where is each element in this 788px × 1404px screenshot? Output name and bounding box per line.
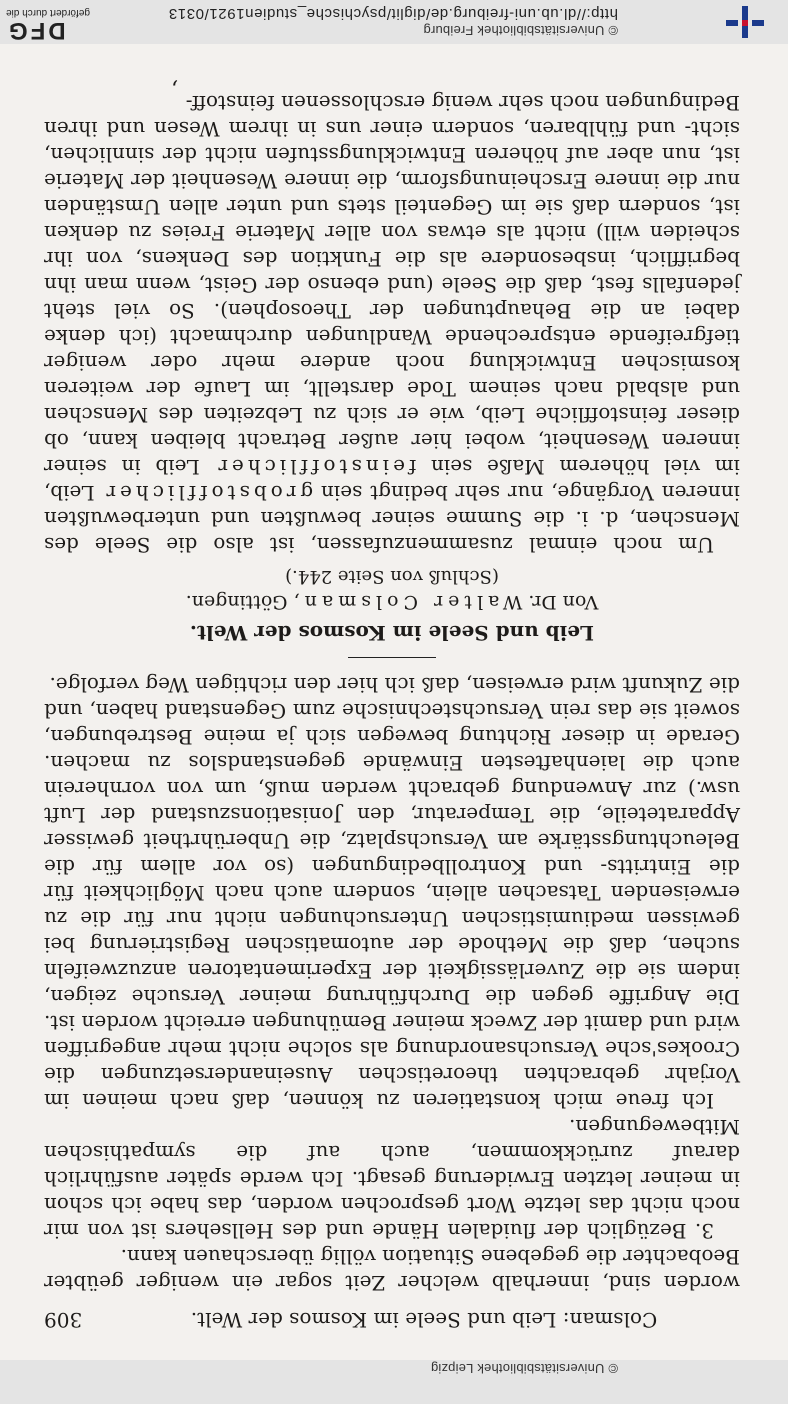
paragraph-1: worden sind, innerhalb welcher Zeit sogar ein weniger geübter Beobachter die gegebene Situation völlig überschauen kann.	[44, 1245, 740, 1295]
dfg-mark: DFG	[6, 17, 66, 44]
author-place: , Göttingen.	[185, 591, 300, 613]
paragraph-4-part-a: Um noch einmal zusammenzufassen, ist also die Seele des Menschen, d. i. die Summe seiner bewußten und unterbewußten inneren Vorgänge, nur sehr bedingt sein	[44, 481, 740, 557]
dfg-logo	[6, 2, 96, 42]
copyright-notice-top: © Universitätsbibliothek Leipzig	[430, 1361, 618, 1376]
paragraph-2: 3. Bezüglich der fluidalen Hände und des Hellsehers ist von mir noch nicht das letzte Wort gesprochen worden, das habe ich schon in meiner letzten Erwiderung gesagt. Ich werde später ausführlich darauf zurückkommen, auch auf die sympathischen Mitbewegungen.	[44, 1115, 740, 1243]
author-prefix: Von Dr.	[528, 591, 599, 613]
dfg-caption: gefördert durch die	[6, 7, 90, 18]
section-divider	[348, 657, 436, 658]
paragraph-4-part-b: Leib, im viel höherem Maße sein	[43, 455, 740, 505]
document-url-link[interactable]: http://dl.ub.uni-freiburg.de/diglit/psychische_studien1921/0313	[168, 5, 618, 22]
article-title: Leib und Seele im Kosmos der Welt.	[189, 621, 595, 645]
paragraph-3: Ich freue mich konstatieren zu können, daß nach meinen im Vorjahr gebrachten theoretischen Auseinandersetzungen die Crookes'sche Versuchsanordnung als solche nicht mehr angegriffen wird und damit der Zweck meiner Bemühungen erreicht worden ist. Die Angriffe gegen die Durchführung meiner Versuche zeigen, indem sie die Zuverlässigkeit der Experimentatoren anzuzweifeln suchen, daß die Methode der automatischen Registrierung bei gewissen mediumistischen Untersuchungen nicht nur für die zu erweisenden Tatsachen allein, sondern auch nach Möglichkeit für die Eintritts- und Kontrollbedingungen (so vor allem für die Beleuchtungsstärke am Versuchsplatz, die Unberührtheit gewisser Apparateteile, die Temperatur, den Jonisationszustand der Luft usw.) zur Anwendung gebracht werden muß, um von vornherein auch die laienhaftesten Einwände gegenstandslos zu machen. Gerade in dieser Richtung bewegen sich ja meine Bestrebungen, soweit sie das rein Versuchstechnische zum Gegenstand haben, und die Zukunft wird erweisen, daß ich hier den richtigen Weg verfolge.	[44, 673, 740, 1113]
running-head-title: Colsman: Leib und Seele im Kosmos der Welt.	[190, 1308, 658, 1332]
bottom-viewer-bar	[0, 0, 788, 44]
running-header	[44, 1296, 740, 1332]
top-notice-bar	[0, 1360, 788, 1404]
emphasis-grobstofflicher: grobstofflicher	[102, 481, 314, 505]
paragraph-4-part-c: Leib in seiner inneren Wesenheit, wobei hier außer Betracht bleiben kann, ob dieser feinstoffliche Leib, wie er sich zu Lebzeiten des Menschen und alsbald nach seinem Tode darstellt, im Laufe der weiteren kosmischen Entwicklung noch andere mehr oder weniger tiefgreifende entsprechende Wandlungen durchmacht (ich denke dabei an die Behauptungen der Theosophen). So viel steht jedenfalls fest, daß die Seele (und ebenso der Geist, wenn man ihn begrifflich, insbesondere als die Funktion des Denkens, von ihr scheiden will) nicht als etwas von aller Materie Freies zu denken ist, sondern daß sie im Gegenteil stets und unter allen Umständen nur die innere Erscheinungsform, die innere Wesenheit der Materie ist, nun aber auf höheren Entwicklungsstufen nicht der sinnlichen, sicht- und fühlbaren, sondern einer uns in ihrem Wesen und ihren Bedingungen noch sehr wenig erschlossenen feinstoff-	[44, 91, 740, 479]
library-logo-icon	[714, 4, 774, 40]
page-number: 309	[44, 1308, 83, 1332]
author-name: Walter Colsman	[299, 591, 523, 613]
paragraph-4	[44, 90, 740, 558]
copyright-notice-bottom: © Universitätsbibliothek Freiburg	[423, 23, 618, 38]
emphasis-feinstofflicher: feinstofflicher	[214, 455, 417, 479]
stray-mark: ,	[171, 77, 178, 102]
document-page	[44, 90, 740, 1332]
article-author	[44, 591, 740, 613]
continuation-note: (Schluß von Seite 244.)	[285, 566, 499, 587]
